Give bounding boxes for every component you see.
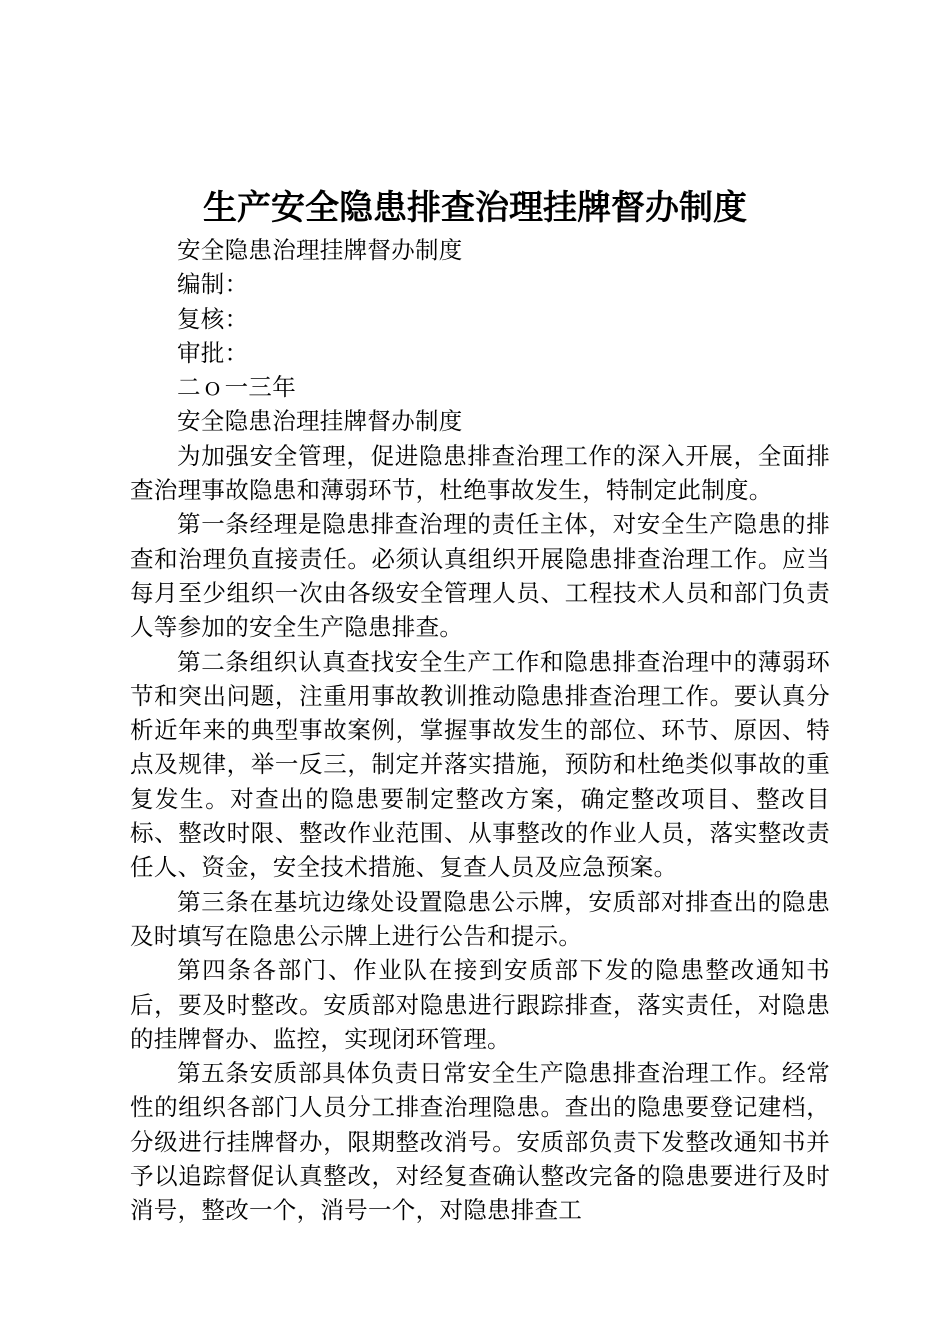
paragraph-article-5: 第五条安质部具体负责日常安全生产隐患排查治理工作。经常性的组织各部门人员分工排查治理隐患。查出的隐患要登记建档，分级进行挂牌督办，限期整改消号。安质部负责下发整改通知书并予以追踪督促认真整改，对经复查确认整改完备的隐患要进行及时消号，整改一个，消号一个，对隐患排查工 xyxy=(130,1059,830,1225)
document-title: 生产安全隐患排查治理挂牌督办制度 xyxy=(203,188,747,228)
header-line-subtitle: 安全隐患治理挂牌督办制度 xyxy=(177,236,463,264)
header-line-reviewed-by: 复核： xyxy=(177,304,249,333)
paragraph-article-4: 第四条各部门、作业队在接到安质部下发的隐患整改通知书后，要及时整改。安质部对隐患进行跟踪排查，落实责任，对隐患的挂牌督办、监控，实现闭环管理。 xyxy=(130,956,830,1053)
header-line-year: 二ｏ一三年 xyxy=(177,373,296,402)
header-line-compiled-by: 编制： xyxy=(177,270,249,299)
header-line-section-title: 安全隐患治理挂牌督办制度 xyxy=(177,407,463,436)
header-line-approved-by: 审批： xyxy=(177,338,249,367)
paragraph-article-1: 第一条经理是隐患排查治理的责任主体，对安全生产隐患的排查和治理负直接责任。必须认真组织开展隐患排查治理工作。应当每月至少组织一次由各级安全管理人员、工程技术人员和部门负责人等参加的安全生产隐患排查。 xyxy=(130,510,830,642)
paragraph-article-2: 第二条组织认真查找安全生产工作和隐患排查治理中的薄弱环节和突出问题，注重用事故教训推动隐患排查治理工作。要认真分析近年来的典型事故案例，掌握事故发生的部位、环节、原因、特点及规律，举一反三，制定并落实措施，预防和杜绝类似事故的重复发生。对查出的隐患要制定整改方案，确定整改项目、整改目标、整改时限、整改作业范围、从事整改的作业人员，落实整改责任人、资金，安全技术措施、复查人员及应急预案。 xyxy=(130,647,830,882)
paragraph-article-3: 第三条在基坑边缘处设置隐患公示牌，安质部对排查出的隐患及时填写在隐患公示牌上进行公告和提示。 xyxy=(130,887,830,950)
paragraph-intro: 为加强安全管理，促进隐患排查治理工作的深入开展，全面排查治理事故隐患和薄弱环节，杜绝事故发生，特制定此制度。 xyxy=(130,441,830,505)
document-body xyxy=(130,233,830,1228)
